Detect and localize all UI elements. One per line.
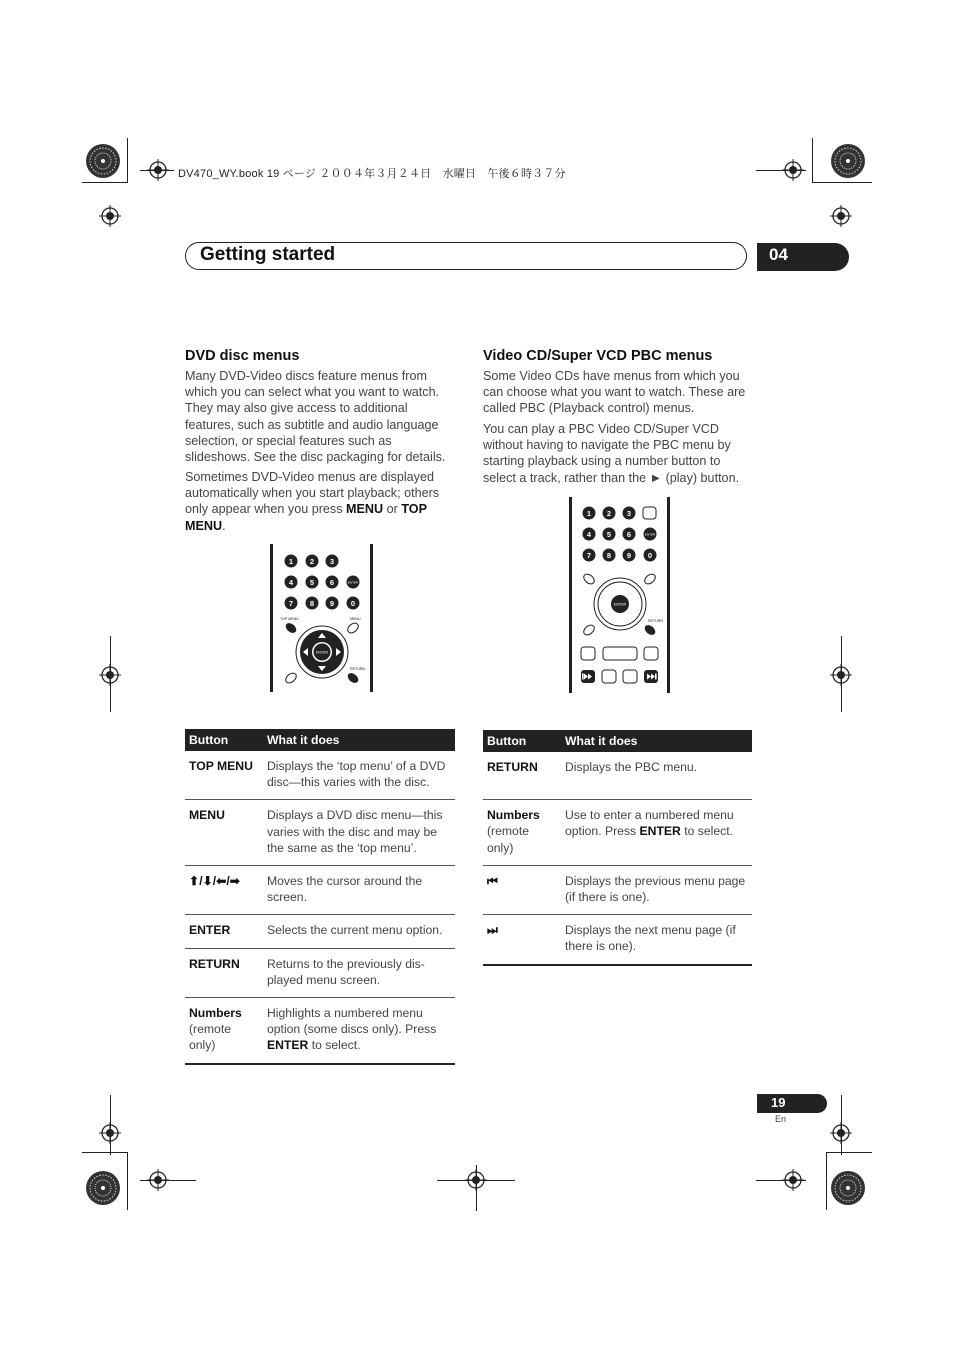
svg-text:RETURN: RETURN <box>350 667 365 671</box>
chapter-title: Getting started <box>200 244 336 265</box>
dvd-menu-buttons-table <box>185 729 455 1065</box>
pbc-menu-buttons-table <box>483 730 752 966</box>
vcd-pbc-menus-heading: Video CD/Super VCD PBC menus <box>483 348 713 364</box>
crop-mark <box>826 1152 827 1210</box>
svg-text:TOP MENU: TOP MENU <box>280 617 299 621</box>
chapter-number: 04 <box>757 243 849 271</box>
table-row: ⏭ Displays the next menu page (if there is one). <box>483 915 752 965</box>
svg-text:5: 5 <box>309 578 315 587</box>
table-row: RETURN Displays the PBC menu. <box>483 752 752 800</box>
table-row: ⏮ Displays the previous menu page (if there is one). <box>483 865 752 914</box>
crop-mark <box>826 1152 872 1153</box>
print-header: DV470_WY.book 19 ページ ２００４年３月２４日 水曜日 午後６時３７分 <box>178 168 566 180</box>
svg-text:MENU: MENU <box>350 617 361 621</box>
svg-text:7: 7 <box>586 551 592 560</box>
crop-mark <box>127 138 128 182</box>
cursor-arrows-icon: ⬆/⬇/⬅/➡ <box>185 866 263 915</box>
svg-text:1: 1 <box>288 557 294 566</box>
table-row: MENU Displays a DVD disc menu—this varies with the disc and may be the same as the ‘top menu’. <box>185 800 455 866</box>
dvd-menus-paragraph-1: Many DVD-Video discs feature menus from which you can select what you want to watch. They may also give access to additional features, such as subtitle and audio language selection, or special features such as slideshows. See the disc packaging for details. <box>185 369 446 465</box>
remote-illustration-dvd <box>268 544 376 692</box>
vcd-pbc-paragraph-2: You can play a PBC Video CD/Super VCD without having to navigate the PBC menu by starting playback using a number button to select a track, rather than the ► (play) button. <box>483 422 740 485</box>
svg-text:ENTER: ENTER <box>644 532 656 537</box>
page-number: 19 <box>757 1094 827 1113</box>
svg-text:6: 6 <box>626 530 632 539</box>
registration-target-icon <box>147 159 169 181</box>
svg-text:4: 4 <box>288 578 294 587</box>
registration-target-icon <box>99 1122 121 1144</box>
table-row: Numbers (remote only) Use to enter a numbered menu option. Press ENTER to select. <box>483 800 752 866</box>
starburst-print-mark-icon <box>85 143 121 179</box>
svg-text:4: 4 <box>586 530 592 539</box>
table-row: ⬆/⬇/⬅/➡ Moves the cursor around the screen. <box>185 866 455 915</box>
registration-target-icon <box>99 205 121 227</box>
starburst-print-mark-icon <box>830 143 866 179</box>
svg-text:0: 0 <box>647 551 653 560</box>
vcd-pbc-paragraph-1: Some Video CDs have menus from which you can choose what you want to watch. These are called PBC (Playback control) menus. <box>483 369 746 416</box>
registration-target-icon <box>99 664 121 686</box>
column-header-button: Button <box>483 730 561 752</box>
registration-target-icon <box>830 1122 852 1144</box>
svg-text:0: 0 <box>350 599 356 608</box>
dvd-menus-paragraph-2: Sometimes DVD-Video menus are displayed automatically when you start playback; others only appear when you press MENU or TOP MENU. <box>185 470 440 533</box>
registration-target-icon <box>782 1169 804 1191</box>
svg-text:2: 2 <box>309 557 315 566</box>
crop-mark <box>127 1152 128 1210</box>
svg-text:ENTER: ENTER <box>315 650 329 655</box>
svg-text:9: 9 <box>626 551 632 560</box>
next-track-icon: ⏭ <box>483 915 561 965</box>
crop-mark <box>812 182 872 183</box>
svg-text:2: 2 <box>606 509 612 518</box>
previous-track-icon: ⏮ <box>483 865 561 914</box>
registration-target-icon <box>830 664 852 686</box>
table-header-row <box>185 729 455 751</box>
crop-mark <box>82 182 128 183</box>
starburst-print-mark-icon <box>830 1170 866 1206</box>
dvd-menus-heading: DVD disc menus <box>185 348 300 364</box>
svg-text:1: 1 <box>586 509 592 518</box>
registration-target-icon <box>782 159 804 181</box>
remote-illustration-vcd <box>567 497 675 693</box>
table-header-row <box>483 730 752 752</box>
column-header-what-it-does: What it does <box>561 730 752 752</box>
table-row: ENTER Selects the current menu option. <box>185 915 455 948</box>
svg-text:RETURN: RETURN <box>648 619 663 623</box>
svg-text:6: 6 <box>329 578 335 587</box>
column-header-button: Button <box>185 729 263 751</box>
svg-text:8: 8 <box>309 599 315 608</box>
svg-text:3: 3 <box>329 557 335 566</box>
registration-target-icon <box>830 205 852 227</box>
starburst-print-mark-icon <box>85 1170 121 1206</box>
svg-text:5: 5 <box>606 530 612 539</box>
svg-text:9: 9 <box>329 599 335 608</box>
column-header-what-it-does: What it does <box>263 729 455 751</box>
svg-text:8: 8 <box>606 551 612 560</box>
svg-text:ENTER: ENTER <box>613 602 627 607</box>
registration-target-icon <box>147 1169 169 1191</box>
registration-target-icon <box>465 1169 487 1191</box>
crop-mark <box>82 1152 128 1153</box>
svg-text:7: 7 <box>288 599 294 608</box>
crop-mark <box>812 138 813 182</box>
svg-text:3: 3 <box>626 509 632 518</box>
table-row: RETURN Returns to the previously dis- played menu screen. <box>185 948 455 997</box>
language-code: En <box>775 1114 787 1124</box>
table-row: TOP MENU Displays the ‘top menu’ of a DVD disc—this varies with the disc. <box>185 751 455 800</box>
table-row: Numbers (remote only) Highlights a numbered menu option (some discs only). Press ENTER to select. <box>185 998 455 1064</box>
svg-text:ENTER: ENTER <box>347 580 359 585</box>
